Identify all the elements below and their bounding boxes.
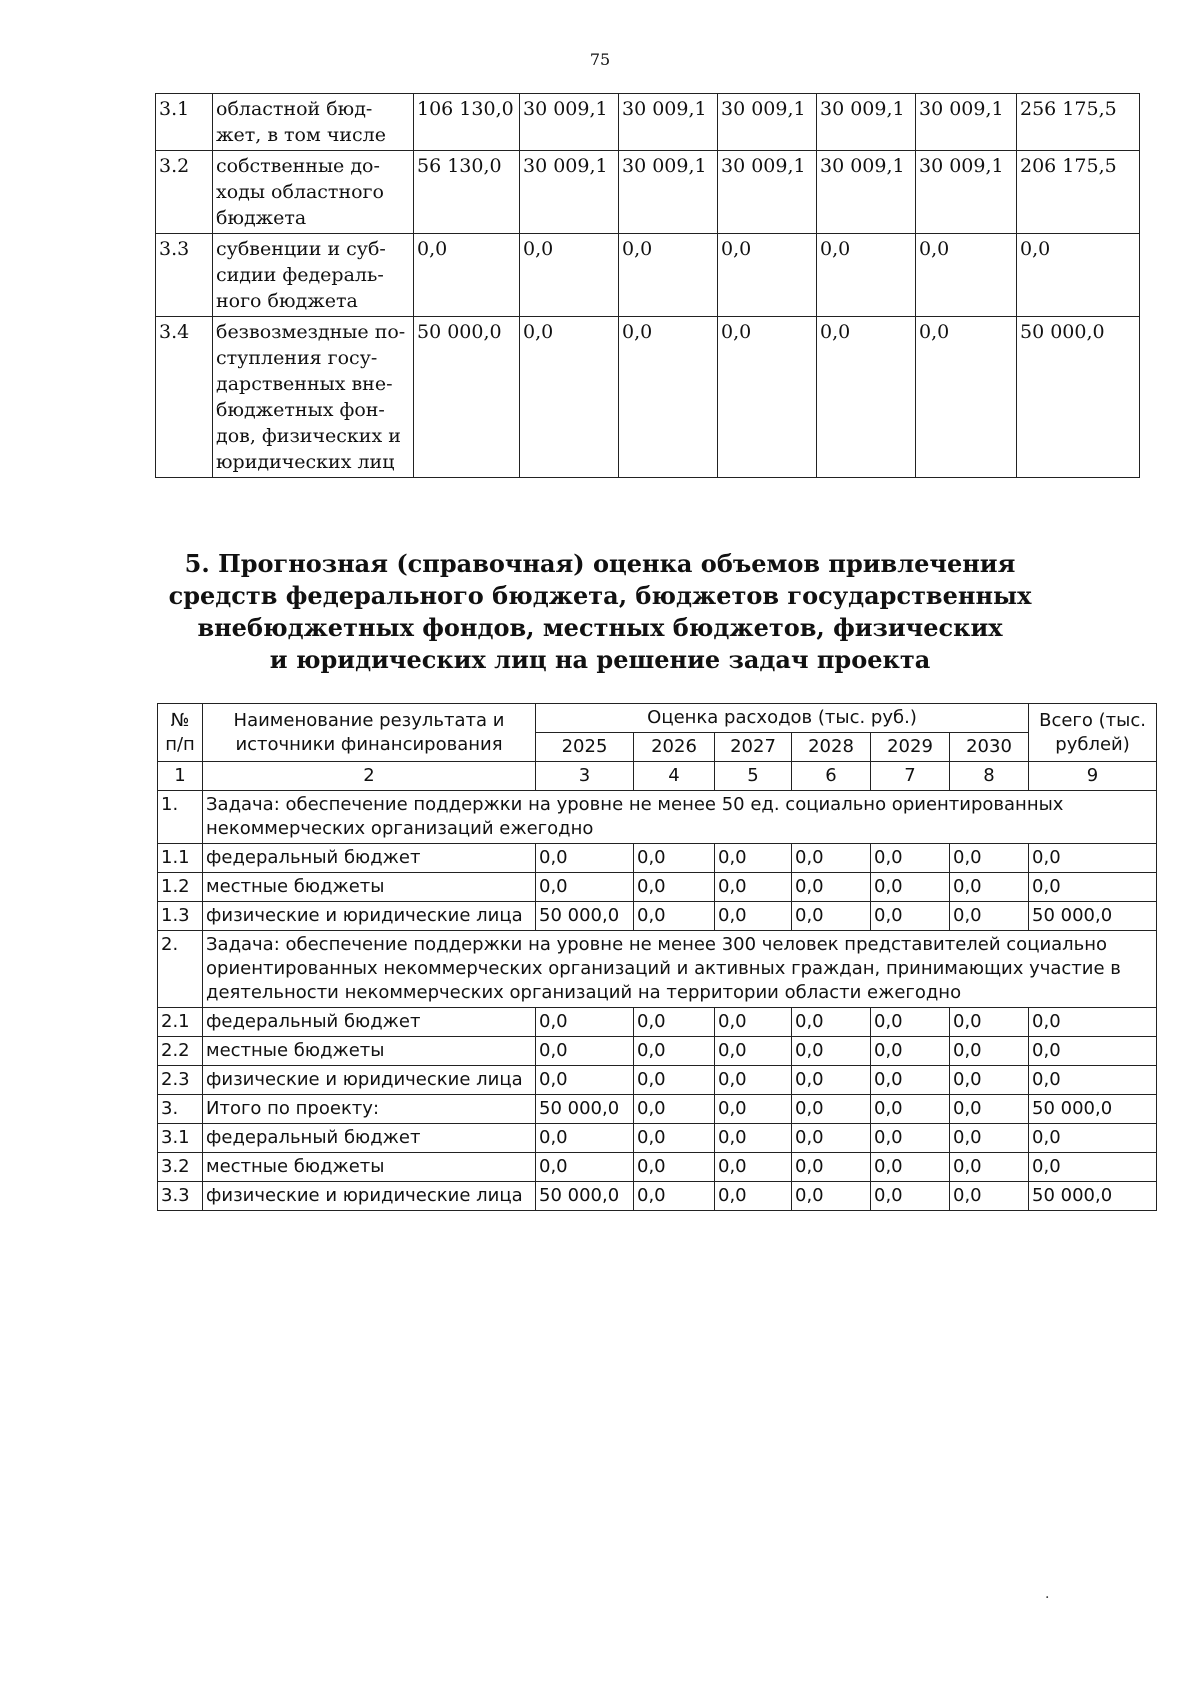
row-name: местные бюджеты — [203, 1153, 536, 1182]
row-value: 50 000,0 — [1029, 1095, 1157, 1124]
row-value: 0,0 — [871, 1037, 950, 1066]
task-row — [158, 931, 1157, 1008]
row-value: 0,0 — [950, 1066, 1029, 1095]
row-name: областной бюд-жет, в том числе — [213, 94, 414, 151]
row-value: 0,0 — [950, 902, 1029, 931]
section-heading — [120, 548, 1080, 676]
row-name: собственные до-ходы областного бюджета — [213, 151, 414, 234]
row-value: 0,0 — [536, 1124, 634, 1153]
row-name: физические и юридические лица — [203, 1182, 536, 1211]
task-text: Задача: обеспечение поддержки на уровне не менее 50 ед. социально ориентированных некоммерческих организаций ежегодно — [203, 791, 1157, 844]
row-value: 30 009,1 — [520, 151, 619, 234]
row-value: 0,0 — [718, 317, 817, 478]
page-number: 75 — [589, 50, 611, 69]
row-value: 0,0 — [536, 873, 634, 902]
table-row — [158, 1037, 1157, 1066]
row-value: 0,0 — [715, 902, 792, 931]
task-number: 1. — [158, 791, 203, 844]
row-name: физические и юридические лица — [203, 1066, 536, 1095]
header-year: 2026 — [634, 733, 715, 762]
row-value: 0,0 — [715, 1095, 792, 1124]
funding-estimate-table — [157, 703, 1157, 1211]
row-value: 0,0 — [634, 902, 715, 931]
row-value: 30 009,1 — [817, 151, 916, 234]
row-value: 0,0 — [1017, 234, 1140, 317]
row-value: 0,0 — [1029, 1037, 1157, 1066]
table-row — [158, 1124, 1157, 1153]
task-row — [158, 791, 1157, 844]
row-value: 0,0 — [634, 1182, 715, 1211]
table-row — [158, 1153, 1157, 1182]
table-row — [156, 94, 1140, 151]
row-value: 0,0 — [950, 1153, 1029, 1182]
column-number: 4 — [634, 762, 715, 791]
column-number: 8 — [950, 762, 1029, 791]
row-value: 50 000,0 — [536, 1182, 634, 1211]
row-value: 0,0 — [520, 234, 619, 317]
row-value: 0,0 — [634, 1037, 715, 1066]
row-value: 106 130,0 — [414, 94, 520, 151]
row-value: 50 000,0 — [536, 1095, 634, 1124]
section-heading-line: средств федерального бюджета, бюджетов государственных — [168, 581, 1032, 610]
row-value: 50 000,0 — [536, 902, 634, 931]
row-number: 2.1 — [158, 1008, 203, 1037]
row-number: 2.2 — [158, 1037, 203, 1066]
row-value: 0,0 — [792, 1008, 871, 1037]
row-value: 0,0 — [1029, 1066, 1157, 1095]
header-total: Всего (тыс. рублей) — [1029, 704, 1157, 762]
table-row — [158, 844, 1157, 873]
row-value: 0,0 — [715, 844, 792, 873]
row-value: 0,0 — [792, 1153, 871, 1182]
row-value: 0,0 — [536, 844, 634, 873]
row-value: 0,0 — [792, 1095, 871, 1124]
row-value: 0,0 — [536, 1066, 634, 1095]
row-value: 50 000,0 — [1029, 1182, 1157, 1211]
column-number: 7 — [871, 762, 950, 791]
table-row — [156, 317, 1140, 478]
task-number: 2. — [158, 931, 203, 1008]
row-value: 0,0 — [871, 1124, 950, 1153]
section-heading-line: 5. Прогнозная (справочная) оценка объемов привлечения — [184, 549, 1016, 578]
row-number: 1.2 — [158, 873, 203, 902]
row-value: 0,0 — [715, 1008, 792, 1037]
row-value: 0,0 — [871, 844, 950, 873]
column-number: 6 — [792, 762, 871, 791]
scan-dot-mark: · — [1045, 1590, 1050, 1606]
row-value: 0,0 — [817, 234, 916, 317]
row-value: 0,0 — [634, 1066, 715, 1095]
row-value: 0,0 — [634, 1008, 715, 1037]
row-value: 0,0 — [792, 1124, 871, 1153]
row-value: 30 009,1 — [916, 94, 1017, 151]
row-value: 0,0 — [634, 873, 715, 902]
section-heading-line: и юридических лиц на решение задач проекта — [269, 645, 931, 674]
row-number: 3.1 — [158, 1124, 203, 1153]
row-value: 0,0 — [792, 1182, 871, 1211]
header-year: 2030 — [950, 733, 1029, 762]
row-value: 0,0 — [634, 1153, 715, 1182]
row-number: 3.2 — [156, 151, 213, 234]
row-number: 3.3 — [156, 234, 213, 317]
table-row — [156, 151, 1140, 234]
row-number: 3.1 — [156, 94, 213, 151]
row-value: 256 175,5 — [1017, 94, 1140, 151]
row-value: 0,0 — [634, 1124, 715, 1153]
row-name: местные бюджеты — [203, 873, 536, 902]
row-value: 0,0 — [715, 1066, 792, 1095]
row-value: 30 009,1 — [718, 94, 817, 151]
row-value: 50 000,0 — [414, 317, 520, 478]
row-value: 0,0 — [871, 902, 950, 931]
table-row — [156, 234, 1140, 317]
row-name: безвозмездные по-ступления госу-дарственных вне-бюджетных фон-дов, физических и юридических лиц — [213, 317, 414, 478]
row-value: 0,0 — [715, 1124, 792, 1153]
row-value: 0,0 — [871, 1066, 950, 1095]
row-value: 0,0 — [792, 902, 871, 931]
header-row — [158, 704, 1157, 733]
row-number: 3. — [158, 1095, 203, 1124]
row-value: 206 175,5 — [1017, 151, 1140, 234]
column-number: 1 — [158, 762, 203, 791]
column-numbers-row — [158, 762, 1157, 791]
row-value: 0,0 — [871, 1095, 950, 1124]
row-value: 30 009,1 — [718, 151, 817, 234]
row-value: 0,0 — [871, 1008, 950, 1037]
row-value: 56 130,0 — [414, 151, 520, 234]
header-year: 2028 — [792, 733, 871, 762]
table-row — [158, 1008, 1157, 1037]
row-value: 0,0 — [715, 1153, 792, 1182]
table-row — [158, 1066, 1157, 1095]
header-num: № п/п — [158, 704, 203, 762]
column-number: 2 — [203, 762, 536, 791]
column-number: 5 — [715, 762, 792, 791]
row-value: 0,0 — [792, 1066, 871, 1095]
row-value: 0,0 — [520, 317, 619, 478]
row-value: 0,0 — [634, 1095, 715, 1124]
row-number: 3.2 — [158, 1153, 203, 1182]
row-number: 1.1 — [158, 844, 203, 873]
header-estimate: Оценка расходов (тыс. руб.) — [536, 704, 1029, 733]
row-value: 0,0 — [916, 234, 1017, 317]
row-number: 1.3 — [158, 902, 203, 931]
table-row — [158, 1182, 1157, 1211]
row-value: 0,0 — [817, 317, 916, 478]
row-value: 0,0 — [1029, 873, 1157, 902]
row-value: 0,0 — [950, 1008, 1029, 1037]
row-value: 0,0 — [950, 873, 1029, 902]
row-value: 0,0 — [1029, 1008, 1157, 1037]
row-value: 0,0 — [871, 873, 950, 902]
row-number: 3.3 — [158, 1182, 203, 1211]
row-value: 30 009,1 — [817, 94, 916, 151]
row-value: 0,0 — [634, 844, 715, 873]
table-row — [158, 902, 1157, 931]
table-row — [158, 1095, 1157, 1124]
row-value: 30 009,1 — [619, 151, 718, 234]
row-value: 50 000,0 — [1029, 902, 1157, 931]
header-year: 2027 — [715, 733, 792, 762]
row-number: 3.4 — [156, 317, 213, 478]
row-value: 0,0 — [715, 873, 792, 902]
row-value: 0,0 — [871, 1182, 950, 1211]
row-value: 0,0 — [792, 873, 871, 902]
row-value: 0,0 — [950, 1182, 1029, 1211]
row-value: 0,0 — [871, 1153, 950, 1182]
column-number: 9 — [1029, 762, 1157, 791]
row-value: 30 009,1 — [916, 151, 1017, 234]
row-value: 0,0 — [619, 234, 718, 317]
header-name: Наименование результата и источники финансирования — [203, 704, 536, 762]
row-value: 0,0 — [619, 317, 718, 478]
row-value: 0,0 — [1029, 1124, 1157, 1153]
row-value: 0,0 — [792, 1037, 871, 1066]
row-value: 0,0 — [950, 844, 1029, 873]
row-name: местные бюджеты — [203, 1037, 536, 1066]
row-value: 0,0 — [536, 1008, 634, 1037]
row-value: 0,0 — [950, 1124, 1029, 1153]
row-name: федеральный бюджет — [203, 1124, 536, 1153]
header-year: 2025 — [536, 733, 634, 762]
section-heading-line: внебюджетных фондов, местных бюджетов, физических — [197, 613, 1003, 642]
table-row — [158, 873, 1157, 902]
continued-budget-table-body — [156, 94, 1140, 478]
row-name: физические и юридические лица — [203, 902, 536, 931]
column-number: 3 — [536, 762, 634, 791]
row-value: 0,0 — [536, 1153, 634, 1182]
row-value: 0,0 — [792, 844, 871, 873]
row-value: 0,0 — [414, 234, 520, 317]
row-value: 0,0 — [916, 317, 1017, 478]
row-value: 0,0 — [718, 234, 817, 317]
row-value: 0,0 — [950, 1095, 1029, 1124]
row-value: 30 009,1 — [619, 94, 718, 151]
row-value: 0,0 — [715, 1037, 792, 1066]
row-value: 0,0 — [536, 1037, 634, 1066]
row-number: 2.3 — [158, 1066, 203, 1095]
row-name: Итого по проекту: — [203, 1095, 536, 1124]
row-value: 30 009,1 — [520, 94, 619, 151]
row-name: субвенции и суб-сидии федераль-ного бюджета — [213, 234, 414, 317]
row-name: федеральный бюджет — [203, 1008, 536, 1037]
funding-estimate-table-body — [158, 762, 1157, 1211]
row-value: 50 000,0 — [1017, 317, 1140, 478]
row-value: 0,0 — [1029, 844, 1157, 873]
row-name: федеральный бюджет — [203, 844, 536, 873]
task-text: Задача: обеспечение поддержки на уровне не менее 300 человек представителей социально ориентированных некоммерческих организаций и активных граждан, принимающих участие в деятельности некоммерческих организаций на территории области ежегодно — [203, 931, 1157, 1008]
row-value: 0,0 — [950, 1037, 1029, 1066]
continued-budget-table — [155, 93, 1140, 478]
row-value: 0,0 — [1029, 1153, 1157, 1182]
row-value: 0,0 — [715, 1182, 792, 1211]
header-year: 2029 — [871, 733, 950, 762]
